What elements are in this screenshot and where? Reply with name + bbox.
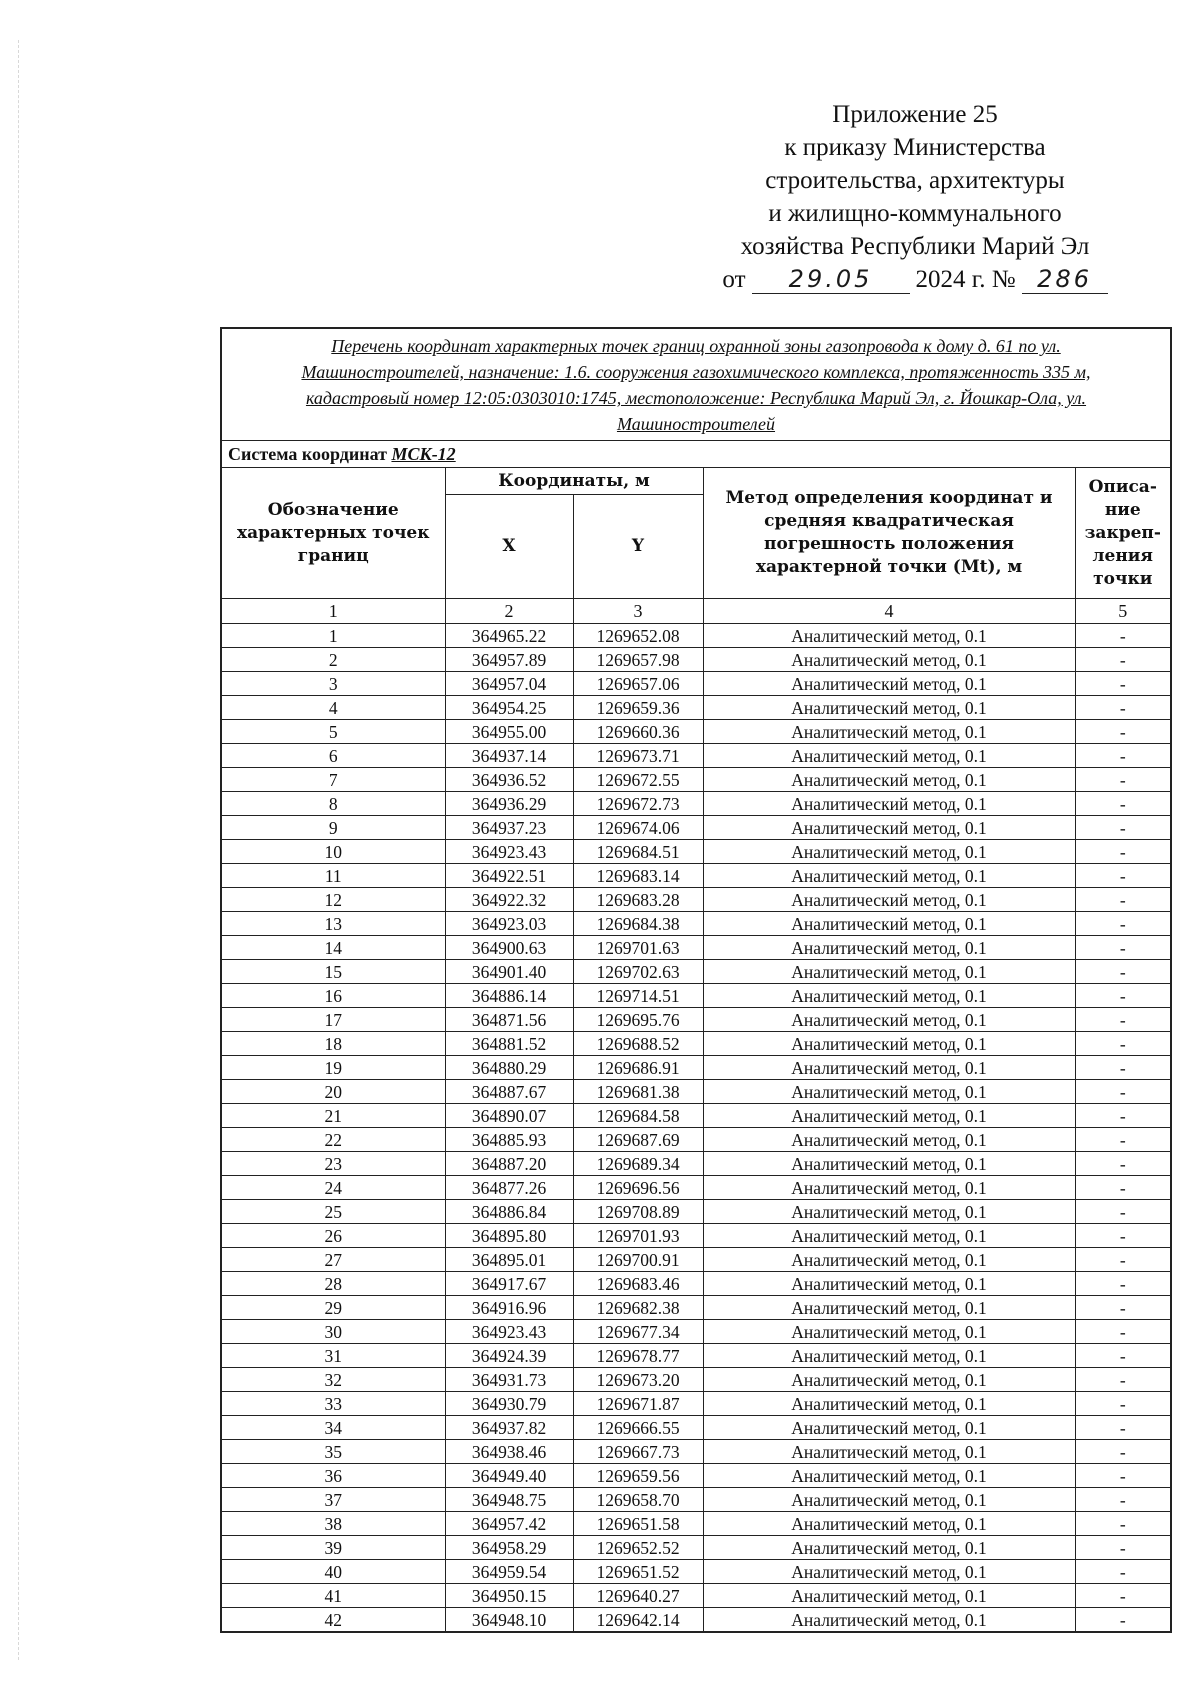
description-cell: - <box>1075 792 1171 816</box>
table-row <box>221 1224 1171 1248</box>
y-coordinate-cell: 1269684.58 <box>573 1104 703 1128</box>
method-cell: Аналитический метод, 0.1 <box>703 1392 1075 1416</box>
table-row <box>221 1056 1171 1080</box>
table-row <box>221 672 1171 696</box>
point-number-cell: 27 <box>221 1248 445 1272</box>
method-cell: Аналитический метод, 0.1 <box>703 1560 1075 1584</box>
coordinate-system-row <box>221 441 1171 468</box>
point-number-cell: 22 <box>221 1128 445 1152</box>
scan-edge-artifact <box>18 40 20 1660</box>
table-row <box>221 1416 1171 1440</box>
table-row <box>221 720 1171 744</box>
point-number-cell: 13 <box>221 912 445 936</box>
method-cell: Аналитический метод, 0.1 <box>703 720 1075 744</box>
method-cell: Аналитический метод, 0.1 <box>703 1512 1075 1536</box>
header-coordinates: Координаты, м <box>445 468 703 495</box>
point-number-cell: 41 <box>221 1584 445 1608</box>
method-cell: Аналитический метод, 0.1 <box>703 1608 1075 1633</box>
x-coordinate-cell: 364957.04 <box>445 672 573 696</box>
x-coordinate-cell: 364917.67 <box>445 1272 573 1296</box>
x-coordinate-cell: 364922.32 <box>445 888 573 912</box>
column-number: 3 <box>573 599 703 624</box>
x-coordinate-cell: 364959.54 <box>445 1560 573 1584</box>
y-coordinate-cell: 1269708.89 <box>573 1200 703 1224</box>
point-number-cell: 31 <box>221 1344 445 1368</box>
column-number: 1 <box>221 599 445 624</box>
x-coordinate-cell: 364895.01 <box>445 1248 573 1272</box>
table-row <box>221 912 1171 936</box>
method-cell: Аналитический метод, 0.1 <box>703 1032 1075 1056</box>
y-coordinate-cell: 1269681.38 <box>573 1080 703 1104</box>
x-coordinate-cell: 364931.73 <box>445 1368 573 1392</box>
method-cell: Аналитический метод, 0.1 <box>703 1128 1075 1152</box>
table-title: Перечень координат характерных точек границ охранной зоны газопровода к дому д. 61 по ул. Машиностроителей, назначение: 1.6. сооружения газохимического комплекса, протяженность 335 м, кадастровый номер 12:05:0303010:1745, местоположение: Республика Марий Эл, г. Йошкар-Ола, ул. Машиностроителей <box>221 328 1171 441</box>
point-number-cell: 30 <box>221 1320 445 1344</box>
table-row <box>221 1440 1171 1464</box>
y-coordinate-cell: 1269682.38 <box>573 1296 703 1320</box>
column-number: 5 <box>1075 599 1171 624</box>
point-number-cell: 23 <box>221 1152 445 1176</box>
table-row <box>221 1464 1171 1488</box>
y-coordinate-cell: 1269714.51 <box>573 984 703 1008</box>
x-coordinate-cell: 364923.43 <box>445 840 573 864</box>
description-cell: - <box>1075 1248 1171 1272</box>
description-cell: - <box>1075 1392 1171 1416</box>
y-coordinate-cell: 1269660.36 <box>573 720 703 744</box>
method-cell: Аналитический метод, 0.1 <box>703 792 1075 816</box>
point-number-cell: 2 <box>221 648 445 672</box>
table-row <box>221 1344 1171 1368</box>
point-number-cell: 38 <box>221 1512 445 1536</box>
table-row <box>221 1152 1171 1176</box>
y-coordinate-cell: 1269642.14 <box>573 1608 703 1633</box>
description-cell: - <box>1075 1296 1171 1320</box>
point-number-cell: 4 <box>221 696 445 720</box>
description-cell: - <box>1075 1224 1171 1248</box>
point-number-cell: 42 <box>221 1608 445 1633</box>
method-cell: Аналитический метод, 0.1 <box>703 1080 1075 1104</box>
description-cell: - <box>1075 624 1171 648</box>
table-row <box>221 1512 1171 1536</box>
header-line-3: строительства, архитектуры <box>765 167 1065 194</box>
description-cell: - <box>1075 648 1171 672</box>
coordinates-table <box>220 327 1172 1633</box>
description-cell: - <box>1075 1008 1171 1032</box>
description-cell: - <box>1075 1176 1171 1200</box>
y-coordinate-cell: 1269673.71 <box>573 744 703 768</box>
x-coordinate-cell: 364955.00 <box>445 720 573 744</box>
header-line-5: хозяйства Республики Марий Эл <box>740 233 1090 260</box>
description-cell: - <box>1075 1584 1171 1608</box>
point-number-cell: 26 <box>221 1224 445 1248</box>
method-cell: Аналитический метод, 0.1 <box>703 1464 1075 1488</box>
year-label: 2024 г. № <box>915 266 1016 293</box>
table-row <box>221 1104 1171 1128</box>
header-line-4: и жилищно-коммунального <box>768 200 1062 227</box>
method-cell: Аналитический метод, 0.1 <box>703 1320 1075 1344</box>
description-cell: - <box>1075 1536 1171 1560</box>
table-row <box>221 1296 1171 1320</box>
x-coordinate-cell: 364949.40 <box>445 1464 573 1488</box>
point-number-cell: 15 <box>221 960 445 984</box>
point-number-cell: 35 <box>221 1440 445 1464</box>
point-number-cell: 34 <box>221 1416 445 1440</box>
table-row <box>221 984 1171 1008</box>
description-cell: - <box>1075 1272 1171 1296</box>
method-cell: Аналитический метод, 0.1 <box>703 1440 1075 1464</box>
method-cell: Аналитический метод, 0.1 <box>703 1248 1075 1272</box>
x-coordinate-cell: 364923.03 <box>445 912 573 936</box>
column-number: 2 <box>445 599 573 624</box>
x-coordinate-cell: 364924.39 <box>445 1344 573 1368</box>
method-cell: Аналитический метод, 0.1 <box>703 744 1075 768</box>
method-cell: Аналитический метод, 0.1 <box>703 936 1075 960</box>
table-row <box>221 864 1171 888</box>
y-coordinate-cell: 1269674.06 <box>573 816 703 840</box>
y-coordinate-cell: 1269686.91 <box>573 1056 703 1080</box>
description-cell: - <box>1075 1464 1171 1488</box>
x-coordinate-cell: 364948.75 <box>445 1488 573 1512</box>
description-cell: - <box>1075 720 1171 744</box>
y-coordinate-cell: 1269667.73 <box>573 1440 703 1464</box>
description-cell: - <box>1075 1488 1171 1512</box>
x-coordinate-cell: 364887.67 <box>445 1080 573 1104</box>
description-cell: - <box>1075 1344 1171 1368</box>
method-cell: Аналитический метод, 0.1 <box>703 1008 1075 1032</box>
y-coordinate-cell: 1269684.51 <box>573 840 703 864</box>
handwritten-date: 29.05 <box>752 265 910 294</box>
x-coordinate-cell: 364871.56 <box>445 1008 573 1032</box>
y-coordinate-cell: 1269677.34 <box>573 1320 703 1344</box>
method-cell: Аналитический метод, 0.1 <box>703 912 1075 936</box>
table-row <box>221 1608 1171 1633</box>
method-cell: Аналитический метод, 0.1 <box>703 1344 1075 1368</box>
point-number-cell: 20 <box>221 1080 445 1104</box>
method-cell: Аналитический метод, 0.1 <box>703 1536 1075 1560</box>
coordinate-system-value: МСК-12 <box>391 443 456 464</box>
method-cell: Аналитический метод, 0.1 <box>703 1224 1075 1248</box>
x-coordinate-cell: 364886.84 <box>445 1200 573 1224</box>
method-cell: Аналитический метод, 0.1 <box>703 960 1075 984</box>
x-coordinate-cell: 364950.15 <box>445 1584 573 1608</box>
x-coordinate-cell: 364957.42 <box>445 1512 573 1536</box>
y-coordinate-cell: 1269683.46 <box>573 1272 703 1296</box>
x-coordinate-cell: 364922.51 <box>445 864 573 888</box>
table-row <box>221 1536 1171 1560</box>
y-coordinate-cell: 1269659.36 <box>573 696 703 720</box>
description-cell: - <box>1075 1104 1171 1128</box>
point-number-cell: 14 <box>221 936 445 960</box>
x-coordinate-cell: 364937.23 <box>445 816 573 840</box>
description-cell: - <box>1075 864 1171 888</box>
method-cell: Аналитический метод, 0.1 <box>703 1176 1075 1200</box>
table-row <box>221 1200 1171 1224</box>
header-method: Метод определения координат и средняя квадратическая погрешность положения характерной точки (Mt), м <box>703 468 1075 599</box>
y-coordinate-cell: 1269678.77 <box>573 1344 703 1368</box>
point-number-cell: 7 <box>221 768 445 792</box>
x-coordinate-cell: 364885.93 <box>445 1128 573 1152</box>
y-coordinate-cell: 1269657.06 <box>573 672 703 696</box>
point-number-cell: 9 <box>221 816 445 840</box>
y-coordinate-cell: 1269701.63 <box>573 936 703 960</box>
y-coordinate-cell: 1269683.14 <box>573 864 703 888</box>
point-number-cell: 19 <box>221 1056 445 1080</box>
method-cell: Аналитический метод, 0.1 <box>703 1272 1075 1296</box>
description-cell: - <box>1075 888 1171 912</box>
table-row <box>221 840 1171 864</box>
x-coordinate-cell: 364958.29 <box>445 1536 573 1560</box>
y-coordinate-cell: 1269657.98 <box>573 648 703 672</box>
x-coordinate-cell: 364890.07 <box>445 1104 573 1128</box>
table-row <box>221 744 1171 768</box>
method-cell: Аналитический метод, 0.1 <box>703 1368 1075 1392</box>
point-number-cell: 10 <box>221 840 445 864</box>
point-number-cell: 16 <box>221 984 445 1008</box>
point-number-cell: 36 <box>221 1464 445 1488</box>
table-row <box>221 888 1171 912</box>
description-cell: - <box>1075 1440 1171 1464</box>
description-cell: - <box>1075 1032 1171 1056</box>
x-coordinate-cell: 364937.14 <box>445 744 573 768</box>
method-cell: Аналитический метод, 0.1 <box>703 864 1075 888</box>
table-row <box>221 1248 1171 1272</box>
description-cell: - <box>1075 1080 1171 1104</box>
description-cell: - <box>1075 984 1171 1008</box>
header-description: Описа-ние закреп-ления точки <box>1075 468 1171 599</box>
table-row <box>221 1368 1171 1392</box>
method-cell: Аналитический метод, 0.1 <box>703 984 1075 1008</box>
point-number-cell: 11 <box>221 864 445 888</box>
table-row <box>221 960 1171 984</box>
x-coordinate-cell: 364877.26 <box>445 1176 573 1200</box>
point-number-cell: 32 <box>221 1368 445 1392</box>
method-cell: Аналитический метод, 0.1 <box>703 624 1075 648</box>
table-row <box>221 936 1171 960</box>
method-cell: Аналитический метод, 0.1 <box>703 648 1075 672</box>
x-coordinate-cell: 364954.25 <box>445 696 573 720</box>
description-cell: - <box>1075 1320 1171 1344</box>
y-coordinate-cell: 1269672.73 <box>573 792 703 816</box>
y-coordinate-cell: 1269687.69 <box>573 1128 703 1152</box>
x-coordinate-cell: 364900.63 <box>445 936 573 960</box>
table-row <box>221 816 1171 840</box>
table-row <box>221 768 1171 792</box>
column-numbers-row <box>221 599 1171 624</box>
table-row <box>221 648 1171 672</box>
coordinate-system-label: Система координат <box>228 443 387 464</box>
method-cell: Аналитический метод, 0.1 <box>703 768 1075 792</box>
point-number-cell: 37 <box>221 1488 445 1512</box>
x-coordinate-cell: 364881.52 <box>445 1032 573 1056</box>
table-row <box>221 696 1171 720</box>
point-number-cell: 40 <box>221 1560 445 1584</box>
y-coordinate-cell: 1269673.20 <box>573 1368 703 1392</box>
table-row <box>221 1176 1171 1200</box>
description-cell: - <box>1075 936 1171 960</box>
description-cell: - <box>1075 744 1171 768</box>
method-cell: Аналитический метод, 0.1 <box>703 1056 1075 1080</box>
method-cell: Аналитический метод, 0.1 <box>703 816 1075 840</box>
table-row <box>221 624 1171 648</box>
description-cell: - <box>1075 1512 1171 1536</box>
y-coordinate-cell: 1269688.52 <box>573 1032 703 1056</box>
table-row <box>221 1560 1171 1584</box>
y-coordinate-cell: 1269651.52 <box>573 1560 703 1584</box>
x-coordinate-cell: 364957.89 <box>445 648 573 672</box>
method-cell: Аналитический метод, 0.1 <box>703 1152 1075 1176</box>
description-cell: - <box>1075 1152 1171 1176</box>
y-coordinate-cell: 1269651.58 <box>573 1512 703 1536</box>
y-coordinate-cell: 1269701.93 <box>573 1224 703 1248</box>
x-coordinate-cell: 364930.79 <box>445 1392 573 1416</box>
point-number-cell: 24 <box>221 1176 445 1200</box>
description-cell: - <box>1075 840 1171 864</box>
description-cell: - <box>1075 1128 1171 1152</box>
table-row <box>221 1320 1171 1344</box>
point-number-cell: 12 <box>221 888 445 912</box>
description-cell: - <box>1075 1368 1171 1392</box>
x-coordinate-cell: 364938.46 <box>445 1440 573 1464</box>
description-cell: - <box>1075 912 1171 936</box>
table-body <box>221 624 1171 1633</box>
table-row <box>221 792 1171 816</box>
x-coordinate-cell: 364895.80 <box>445 1224 573 1248</box>
description-cell: - <box>1075 1560 1171 1584</box>
y-coordinate-cell: 1269652.08 <box>573 624 703 648</box>
method-cell: Аналитический метод, 0.1 <box>703 888 1075 912</box>
table-row <box>221 1128 1171 1152</box>
handwritten-order-number: 286 <box>1022 265 1108 294</box>
point-number-cell: 18 <box>221 1032 445 1056</box>
header-point: Обозначение характерных точек границ <box>221 468 445 599</box>
table-row <box>221 1272 1171 1296</box>
x-coordinate-cell: 364901.40 <box>445 960 573 984</box>
method-cell: Аналитический метод, 0.1 <box>703 696 1075 720</box>
point-number-cell: 33 <box>221 1392 445 1416</box>
point-number-cell: 39 <box>221 1536 445 1560</box>
x-coordinate-cell: 364916.96 <box>445 1296 573 1320</box>
header-line-2: к приказу Министерства <box>784 134 1046 161</box>
method-cell: Аналитический метод, 0.1 <box>703 1584 1075 1608</box>
point-number-cell: 8 <box>221 792 445 816</box>
appendix-header <box>700 98 1130 296</box>
y-coordinate-cell: 1269700.91 <box>573 1248 703 1272</box>
method-cell: Аналитический метод, 0.1 <box>703 1104 1075 1128</box>
y-coordinate-cell: 1269658.70 <box>573 1488 703 1512</box>
point-number-cell: 5 <box>221 720 445 744</box>
description-cell: - <box>1075 672 1171 696</box>
header-line-1: Приложение 25 <box>832 101 998 128</box>
table-row <box>221 1488 1171 1512</box>
header-date-line <box>700 263 1130 296</box>
point-number-cell: 29 <box>221 1296 445 1320</box>
description-cell: - <box>1075 696 1171 720</box>
table-row <box>221 1392 1171 1416</box>
point-number-cell: 6 <box>221 744 445 768</box>
point-number-cell: 28 <box>221 1272 445 1296</box>
x-coordinate-cell: 364886.14 <box>445 984 573 1008</box>
header-x: X <box>445 495 573 599</box>
x-coordinate-cell: 364965.22 <box>445 624 573 648</box>
y-coordinate-cell: 1269666.55 <box>573 1416 703 1440</box>
y-coordinate-cell: 1269695.76 <box>573 1008 703 1032</box>
table-row <box>221 1008 1171 1032</box>
x-coordinate-cell: 364937.82 <box>445 1416 573 1440</box>
y-coordinate-cell: 1269672.55 <box>573 768 703 792</box>
y-coordinate-cell: 1269659.56 <box>573 1464 703 1488</box>
y-coordinate-cell: 1269683.28 <box>573 888 703 912</box>
x-coordinate-cell: 364948.10 <box>445 1608 573 1633</box>
y-coordinate-cell: 1269684.38 <box>573 912 703 936</box>
method-cell: Аналитический метод, 0.1 <box>703 1416 1075 1440</box>
table-row <box>221 1080 1171 1104</box>
point-number-cell: 17 <box>221 1008 445 1032</box>
x-coordinate-cell: 364887.20 <box>445 1152 573 1176</box>
point-number-cell: 25 <box>221 1200 445 1224</box>
y-coordinate-cell: 1269652.52 <box>573 1536 703 1560</box>
y-coordinate-cell: 1269696.56 <box>573 1176 703 1200</box>
method-cell: Аналитический метод, 0.1 <box>703 1296 1075 1320</box>
description-cell: - <box>1075 816 1171 840</box>
from-label: от <box>722 266 746 293</box>
method-cell: Аналитический метод, 0.1 <box>703 840 1075 864</box>
table-row <box>221 1032 1171 1056</box>
description-cell: - <box>1075 768 1171 792</box>
x-coordinate-cell: 364936.29 <box>445 792 573 816</box>
y-coordinate-cell: 1269640.27 <box>573 1584 703 1608</box>
description-cell: - <box>1075 1056 1171 1080</box>
method-cell: Аналитический метод, 0.1 <box>703 672 1075 696</box>
point-number-cell: 21 <box>221 1104 445 1128</box>
header-y: Y <box>573 495 703 599</box>
column-number: 4 <box>703 599 1075 624</box>
x-coordinate-cell: 364936.52 <box>445 768 573 792</box>
method-cell: Аналитический метод, 0.1 <box>703 1488 1075 1512</box>
point-number-cell: 3 <box>221 672 445 696</box>
description-cell: - <box>1075 1608 1171 1633</box>
description-cell: - <box>1075 1200 1171 1224</box>
point-number-cell: 1 <box>221 624 445 648</box>
y-coordinate-cell: 1269702.63 <box>573 960 703 984</box>
table-row <box>221 1584 1171 1608</box>
x-coordinate-cell: 364923.43 <box>445 1320 573 1344</box>
y-coordinate-cell: 1269689.34 <box>573 1152 703 1176</box>
description-cell: - <box>1075 960 1171 984</box>
method-cell: Аналитический метод, 0.1 <box>703 1200 1075 1224</box>
x-coordinate-cell: 364880.29 <box>445 1056 573 1080</box>
y-coordinate-cell: 1269671.87 <box>573 1392 703 1416</box>
description-cell: - <box>1075 1416 1171 1440</box>
